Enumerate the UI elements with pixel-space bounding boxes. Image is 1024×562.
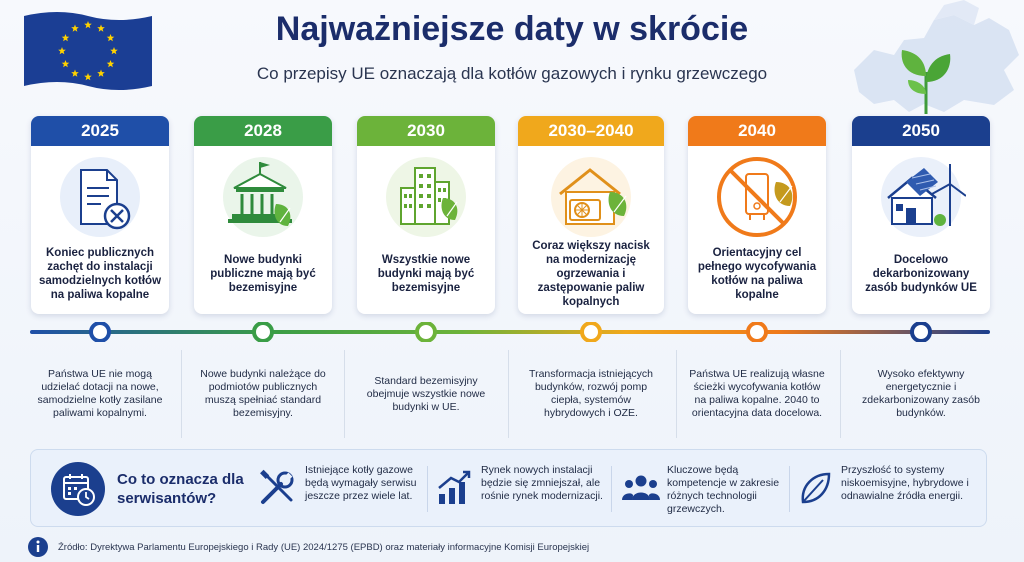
milestone-year: 2025	[31, 116, 169, 146]
service-implications-panel	[30, 449, 987, 527]
divider	[789, 466, 790, 512]
milestone-card-2030	[357, 116, 495, 314]
panel-title: Co to oznacza dla serwisantów?	[117, 471, 244, 507]
milestone-description: Nowe budynki należące do podmiotów publicznych muszą spełniać standard bezemisyjny.	[200, 368, 326, 419]
milestone-card-2025	[31, 116, 169, 314]
divider	[427, 466, 428, 512]
no-boiler-icon	[712, 154, 802, 240]
divider	[344, 350, 345, 438]
milestone-headline: Docelowo dekarbonizowany zasób budynków UE	[865, 254, 977, 294]
panel-item-text: Istniejące kotły gazowe będą wymagały serwisu jeszcze przez wiele lat.	[305, 464, 417, 502]
divider	[676, 350, 677, 438]
tools-icon	[257, 468, 297, 508]
divider	[611, 466, 612, 512]
milestone-headline: Koniec publicznych zachęt do instalacji samodzielnych kotłów na paliwa kopalne	[38, 247, 162, 301]
milestone-description: Państwa UE realizują własne ścieżki wycofywania kotłów na paliwa kopalne. 2040 to orientacyjna data docelowa.	[689, 368, 825, 419]
document-cancel-icon	[55, 154, 145, 240]
milestone-card-2030-2040	[518, 116, 664, 314]
source-footer	[28, 537, 589, 557]
milestone-description: Wysoko efektywny energetycznie i zdekarbonizowany zasób budynków.	[862, 368, 980, 419]
milestone-card-2028	[194, 116, 332, 314]
milestone-year: 2040	[688, 116, 826, 146]
public-building-icon	[218, 154, 308, 240]
timeline-dot-2040	[748, 323, 766, 341]
team-icon	[621, 468, 661, 508]
timeline-dot-2030	[417, 323, 435, 341]
calendar-clock-icon	[51, 462, 105, 516]
info-icon	[28, 537, 48, 557]
milestone-card-2050	[852, 116, 990, 314]
milestone-year: 2030	[357, 116, 495, 146]
divider	[181, 350, 182, 438]
heat-pump-house-icon	[546, 154, 636, 240]
solar-house-icon	[876, 154, 966, 240]
milestone-description: Transformacja istniejących budynków, rozwój pomp ciepła, systemów hybrydowych i OZE.	[529, 368, 653, 419]
source-text: Źródło: Dyrektywa Parlamentu Europejskiego i Rady (UE) 2024/1275 (EPBD) oraz materiały informacyjne Komisji Europejskiej	[58, 541, 590, 553]
city-buildings-icon	[381, 154, 471, 240]
timeline-dot-2050	[912, 323, 930, 341]
timeline-dot-2028	[254, 323, 272, 341]
panel-item-text: Kluczowe będą kompetencje w zakresie różnych technologii grzewczych.	[667, 464, 780, 515]
growth-chart-icon	[435, 468, 475, 508]
milestone-card-2040	[688, 116, 826, 314]
milestone-year: 2050	[852, 116, 990, 146]
timeline-dot-2025	[91, 323, 109, 341]
milestone-year: 2028	[194, 116, 332, 146]
milestone-headline: Orientacyjny cel pełnego wycofywania kotłów na paliwa kopalne	[697, 247, 817, 301]
leaf-icon	[795, 468, 835, 508]
divider	[508, 350, 509, 438]
milestone-description: Standard bezemisyjny obejmuje wszystkie nowe budynki w UE.	[366, 374, 486, 413]
divider	[840, 350, 841, 438]
panel-item-text: Rynek nowych instalacji będzie się zmniejszał, ale rośnie rynek modernizacji.	[481, 464, 603, 502]
timeline	[30, 322, 990, 342]
timeline-dot-2030-2040	[582, 323, 600, 341]
milestone-headline: Wszystkie nowe budynki mają być bezemisyjne	[377, 254, 475, 294]
milestone-description: Państwa UE nie mogą udzielać dotacji na nowe, samodzielne kotły zasilane paliwami kopalnymi.	[37, 368, 163, 419]
milestone-headline: Coraz większy nacisk na modernizację ogrzewania i zastępowanie paliw kopalnych	[532, 240, 650, 308]
page-title: Najważniejsze daty w skrócie	[275, 10, 749, 48]
panel-item-text: Przyszłość to systemy niskoemisyjne, hybrydowe i odnawialne źródła energii.	[841, 464, 969, 502]
milestone-year: 2030–2040	[518, 116, 664, 146]
milestone-headline: Nowe budynki publiczne mają być bezemisyjne	[210, 254, 316, 294]
page-subtitle: Co przepisy UE oznaczają dla kotłów gazowych i rynku grzewczego	[256, 64, 768, 83]
